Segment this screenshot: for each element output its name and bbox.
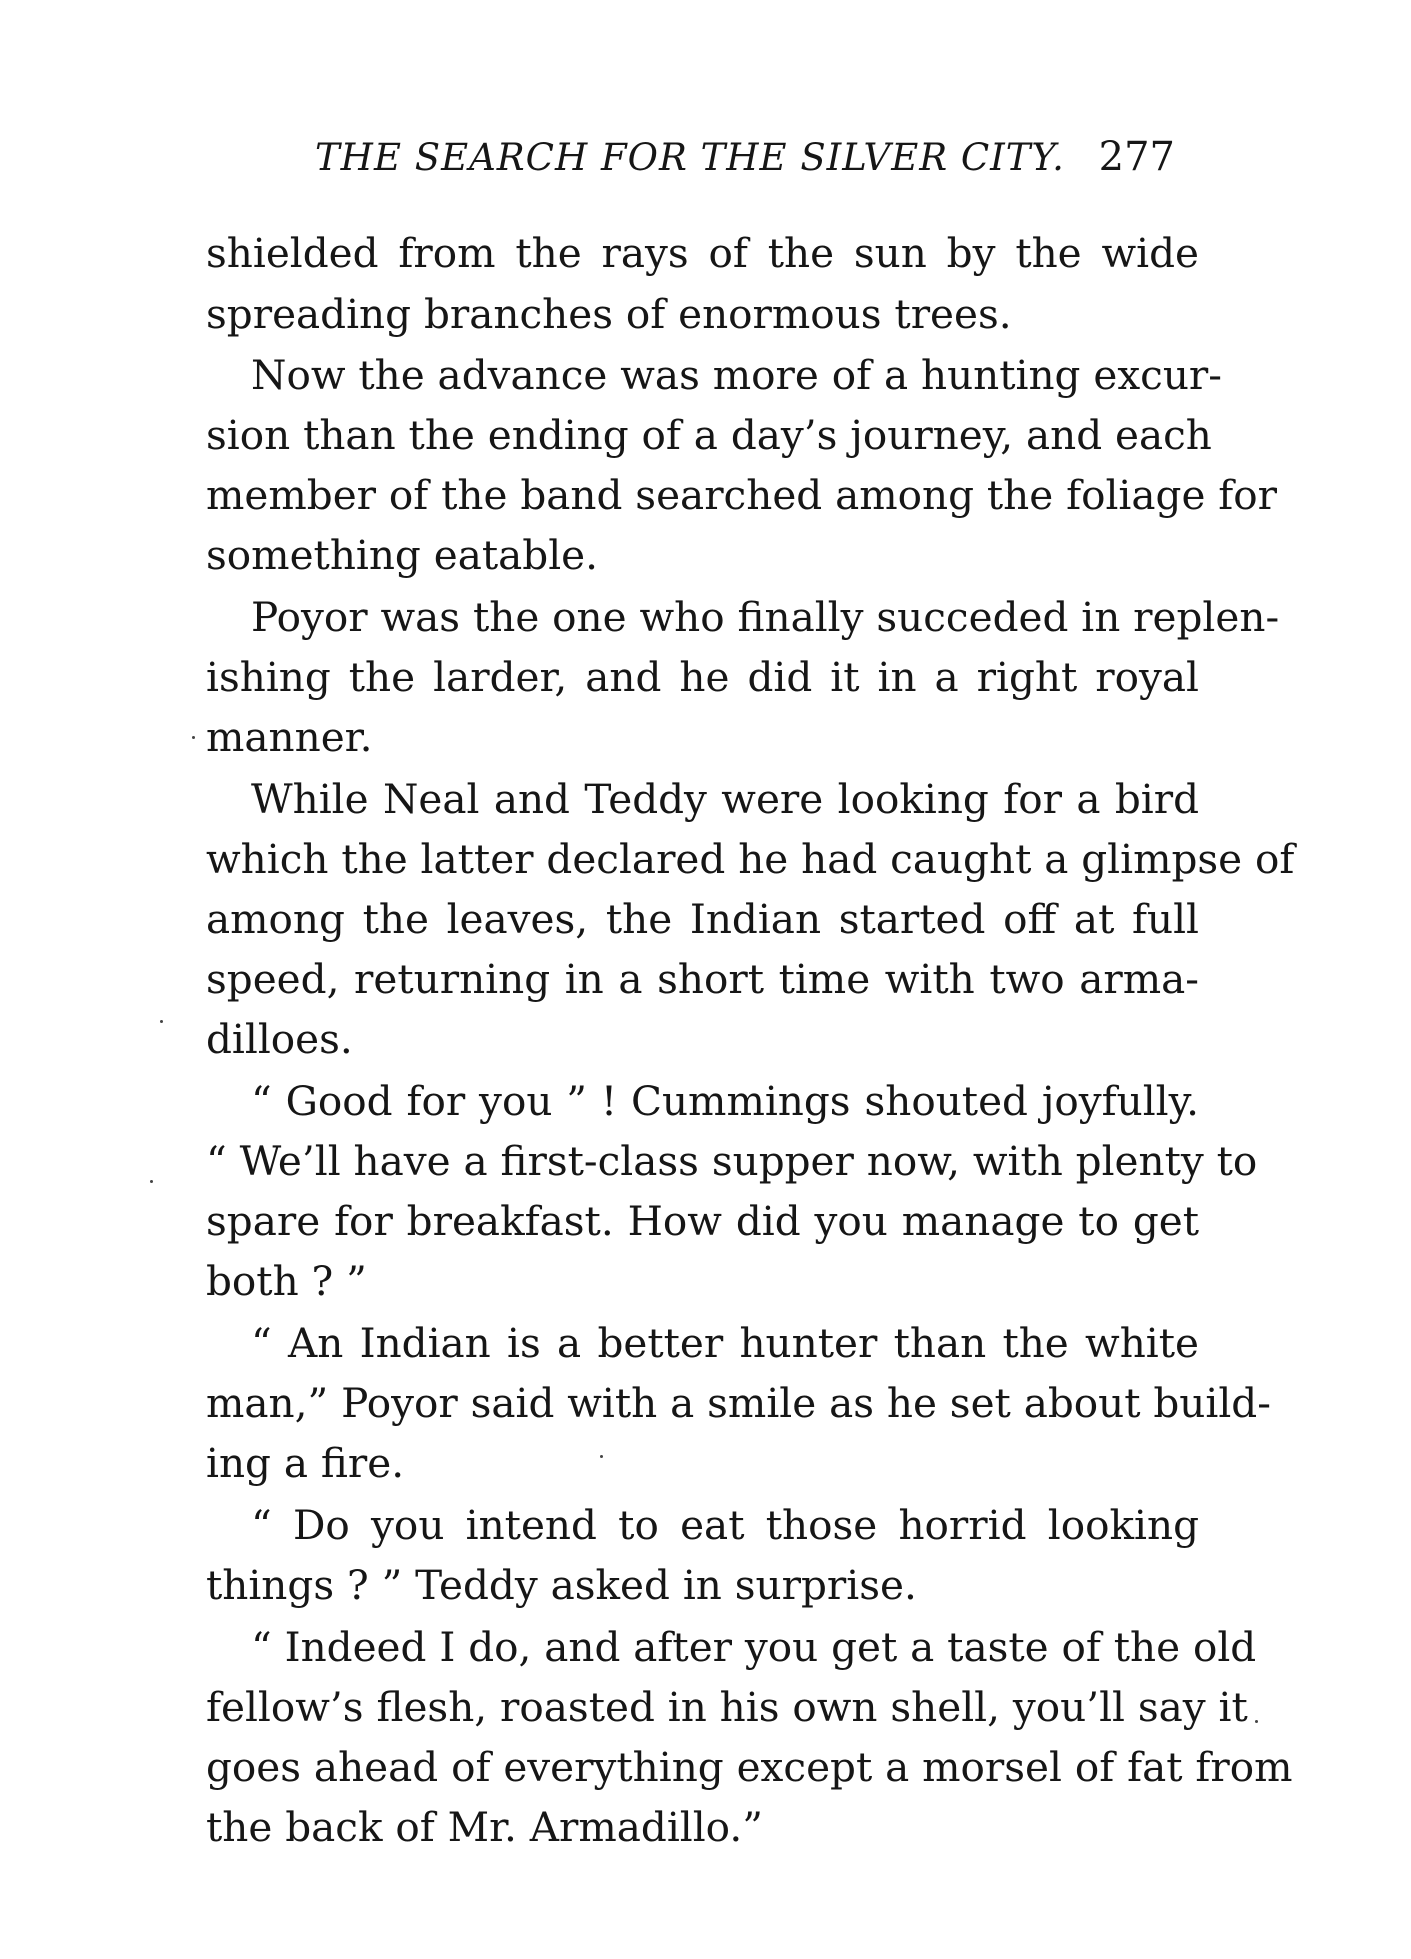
page-number: 277 bbox=[1098, 134, 1175, 180]
text-line: among the leaves, the Indian started off at full bbox=[206, 895, 1199, 943]
text-line: goes ahead of everything except a morsel of fat from bbox=[206, 1743, 1293, 1791]
running-title: THE SEARCH FOR THE SILVER CITY. bbox=[315, 136, 1065, 179]
paper-speck bbox=[150, 1180, 153, 1183]
text-line: spare for breakfast. How did you manage to get bbox=[206, 1197, 1199, 1245]
text-line: spreading branches of enormous trees. bbox=[206, 290, 1012, 338]
text-line: While Neal and Teddy were looking for a bird bbox=[251, 775, 1199, 823]
text-line: “ An Indian is a better hunter than the white bbox=[251, 1319, 1199, 1367]
text-line: “ Indeed I do, and after you get a taste of the old bbox=[251, 1623, 1257, 1671]
text-line: both ? ” bbox=[206, 1257, 367, 1305]
text-line: “ Good for you ” ! Cummings shouted joyfully. bbox=[251, 1077, 1199, 1125]
paper-speck bbox=[600, 1455, 603, 1458]
paper-speck bbox=[160, 1020, 163, 1023]
page-header bbox=[315, 126, 1175, 186]
text-line: ing a fire. bbox=[206, 1439, 405, 1487]
text-line: manner. bbox=[206, 713, 373, 761]
text-line: dilloes. bbox=[206, 1015, 353, 1063]
text-line: member of the band searched among the foliage for bbox=[206, 471, 1278, 519]
text-line: something eatable. bbox=[206, 531, 598, 579]
text-line: shielded from the rays of the sun by the wide bbox=[206, 229, 1199, 277]
text-line: speed, returning in a short time with two arma- bbox=[206, 955, 1199, 1003]
text-line: man,” Poyor said with a smile as he set about build- bbox=[206, 1379, 1271, 1427]
text-line: Now the advance was more of a hunting excur- bbox=[251, 351, 1222, 399]
text-line: “ Do you intend to eat those horrid looking bbox=[251, 1501, 1199, 1549]
text-line: fellow’s flesh, roasted in his own shell, you’ll say it bbox=[206, 1683, 1248, 1731]
paper-speck bbox=[1255, 1720, 1258, 1723]
paper-speck bbox=[192, 736, 195, 739]
text-line: the back of Mr. Armadillo.” bbox=[206, 1803, 763, 1851]
text-line: Poyor was the one who finally succeded in replen- bbox=[251, 593, 1280, 641]
text-line: “ We’ll have a first-class supper now, with plenty to bbox=[206, 1137, 1258, 1185]
text-line: sion than the ending of a day’s journey, and each bbox=[206, 411, 1212, 459]
text-line: things ? ” Teddy asked in surprise. bbox=[206, 1561, 917, 1609]
text-line: ishing the larder, and he did it in a right royal bbox=[206, 653, 1199, 701]
text-line: which the latter declared he had caught a glimpse of bbox=[206, 835, 1295, 883]
